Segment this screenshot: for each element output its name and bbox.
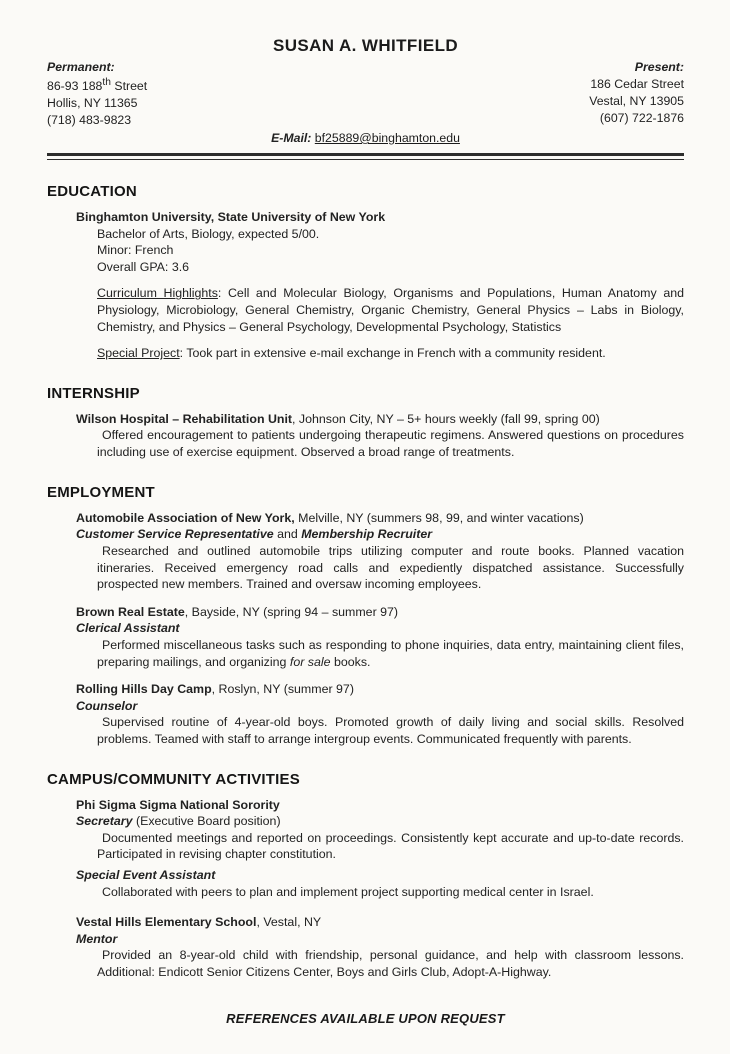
- job-header-line: [76, 604, 684, 621]
- curriculum-highlights-label: Curriculum Highlights: [97, 286, 218, 301]
- section-education: [47, 183, 684, 362]
- activity-description: Provided an 8-year-old child with friendship, personal guidance, and help with classroom lessons. Additional: Endicott Senior Citizens Center, Boys and Girls Club, Adopt-A-Highway.: [97, 948, 684, 980]
- present-phone: (607) 722-1876: [599, 110, 684, 125]
- resume-header: [47, 36, 684, 160]
- activity-role: Mentor: [76, 931, 118, 946]
- header-divider: [47, 153, 684, 160]
- education-curriculum: [97, 285, 684, 335]
- job-description: [97, 637, 684, 670]
- internship-description: Offered encouragement to patients undergoing therapeutic regimens. Answered questions on procedures including use of exercise equipment. Observed a broad range of treatments.: [97, 428, 684, 460]
- permanent-street-number: 86-93 188: [47, 79, 103, 94]
- job-title-line: [76, 620, 684, 637]
- internship-heading: INTERNSHIP: [47, 384, 140, 402]
- job-description: Supervised routine of 4-year-old boys. Promoted growth of daily living and social skills. Resolved problems. Teamed with staff to arrange intergroup events. Communicated frequently with parents.: [97, 715, 684, 746]
- special-project-text: : Took part in extensive e-mail exchange in French with a community resident.: [179, 346, 606, 361]
- job-entry-automobile-association: [76, 510, 684, 593]
- job-description-italic: for sale: [289, 654, 331, 669]
- job-entry-brown-real-estate: [76, 604, 684, 670]
- present-address: [589, 59, 684, 129]
- permanent-street-ordinal: th: [102, 76, 111, 88]
- job-title-conjunction: and: [273, 527, 302, 542]
- education-heading: EDUCATION: [47, 182, 137, 200]
- job-employer: Brown Real Estate: [76, 604, 185, 619]
- job-title: Counselor: [76, 698, 138, 713]
- activity-role: Secretary: [76, 814, 133, 829]
- job-description: Researched and outlined automobile trips utilizing computer and route books. Planned vacation itineraries. Received emergency road calls and expediently dispatched assistance. Successfully prospected new members. Trained and oversaw incoming employees.: [97, 543, 684, 592]
- permanent-phone: (718) 483-9823: [47, 113, 132, 127]
- permanent-street: [47, 76, 147, 95]
- activity-role-line: [76, 813, 684, 830]
- job-location: , Bayside, NY (spring 94 – summer 97): [184, 604, 399, 619]
- job-title: Customer Service Representative: [76, 527, 274, 542]
- email-line: [47, 131, 684, 145]
- activity-role-line: [76, 867, 684, 884]
- job-employer: Rolling Hills Day Camp: [76, 682, 212, 697]
- internship-employer: Wilson Hospital – Rehabilitation Unit: [76, 411, 293, 426]
- activity-description: Collaborated with peers to plan and implement project supporting medical center in Israel.: [102, 884, 594, 899]
- activities-content: [76, 797, 684, 981]
- activity-org-sorority: Phi Sigma Sigma National Sorority: [76, 797, 280, 812]
- job-entry-rolling-hills: [76, 681, 684, 747]
- education-special-project: [97, 345, 684, 362]
- activity-description: Documented meetings and reported on proceedings. Consistently kept accurate and up-to-date records. Participated in revising chapter constitution.: [97, 830, 684, 862]
- job-description-post: books.: [330, 654, 371, 669]
- activity-org-school-line: [76, 914, 684, 931]
- activity-org-school: Vestal Hills Elementary School: [76, 915, 257, 930]
- activity-role: Special Event Assistant: [76, 868, 216, 883]
- footer-references: REFERENCES AVAILABLE UPON REQUEST: [226, 1010, 505, 1026]
- job-header-line: [76, 510, 684, 527]
- candidate-name: SUSAN A. WHITFIELD: [272, 36, 459, 55]
- job-title-line: [76, 698, 684, 715]
- education-content: [76, 209, 684, 362]
- curriculum-highlights-text: : Cell and Molecular Biology, Organisms and Populations, Human Anatomy and Physiology, Microbiology, General Chemistry, Organic Chemistry, General Physics – Labs in Biology, Chemistry, and Physics – General Psychology, Developmental Psychology, Statistics: [97, 286, 684, 334]
- internship-content: [76, 411, 684, 461]
- permanent-label: Permanent:: [47, 60, 115, 74]
- present-street: 186 Cedar Street: [590, 76, 684, 91]
- address-row: [47, 59, 684, 129]
- present-city: Vestal, NY 13905: [589, 93, 684, 108]
- employment-heading: EMPLOYMENT: [47, 483, 155, 501]
- section-activities: [47, 771, 684, 981]
- activity-role-line: [76, 931, 684, 948]
- education-minor: Minor: French: [97, 243, 174, 258]
- section-internship: [47, 385, 684, 461]
- job-title: Clerical Assistant: [76, 621, 180, 636]
- activity-role-note: (Executive Board position): [132, 814, 281, 829]
- present-label: Present:: [634, 60, 684, 74]
- permanent-city: Hollis, NY 11365: [47, 96, 138, 111]
- activity-org-school-location: , Vestal, NY: [256, 915, 322, 930]
- education-degree: Bachelor of Arts, Biology, expected 5/00.: [97, 226, 320, 241]
- special-project-label: Special Project: [97, 346, 180, 361]
- job-employer: Automobile Association of New York,: [76, 510, 295, 525]
- activities-heading: CAMPUS/COMMUNITY ACTIVITIES: [47, 770, 300, 788]
- job-title-secondary: Membership Recruiter: [301, 527, 433, 542]
- email-label: E-Mail:: [271, 130, 312, 145]
- job-title-line: [76, 526, 684, 543]
- job-description-pre: Performed miscellaneous tasks such as responding to phone inquiries, data entry, maintaining client files, preparing mailings, and organizing: [97, 637, 684, 669]
- email-link[interactable]: bf25889@binghamton.edu: [314, 130, 460, 145]
- education-school: Binghamton University, State University of New York: [76, 209, 386, 224]
- section-employment: [47, 484, 684, 748]
- internship-employer-details: , Johnson City, NY – 5+ hours weekly (fall 99, spring 00): [292, 411, 600, 426]
- employment-content: [76, 510, 684, 748]
- education-gpa: Overall GPA: 3.6: [97, 259, 190, 274]
- permanent-street-name: Street: [110, 79, 148, 94]
- job-location: , Roslyn, NY (summer 97): [211, 682, 354, 697]
- internship-employer-line: [76, 411, 684, 428]
- permanent-address: [47, 59, 147, 129]
- job-location: Melville, NY (summers 98, 99, and winter vacations): [294, 510, 584, 525]
- job-header-line: [76, 681, 684, 698]
